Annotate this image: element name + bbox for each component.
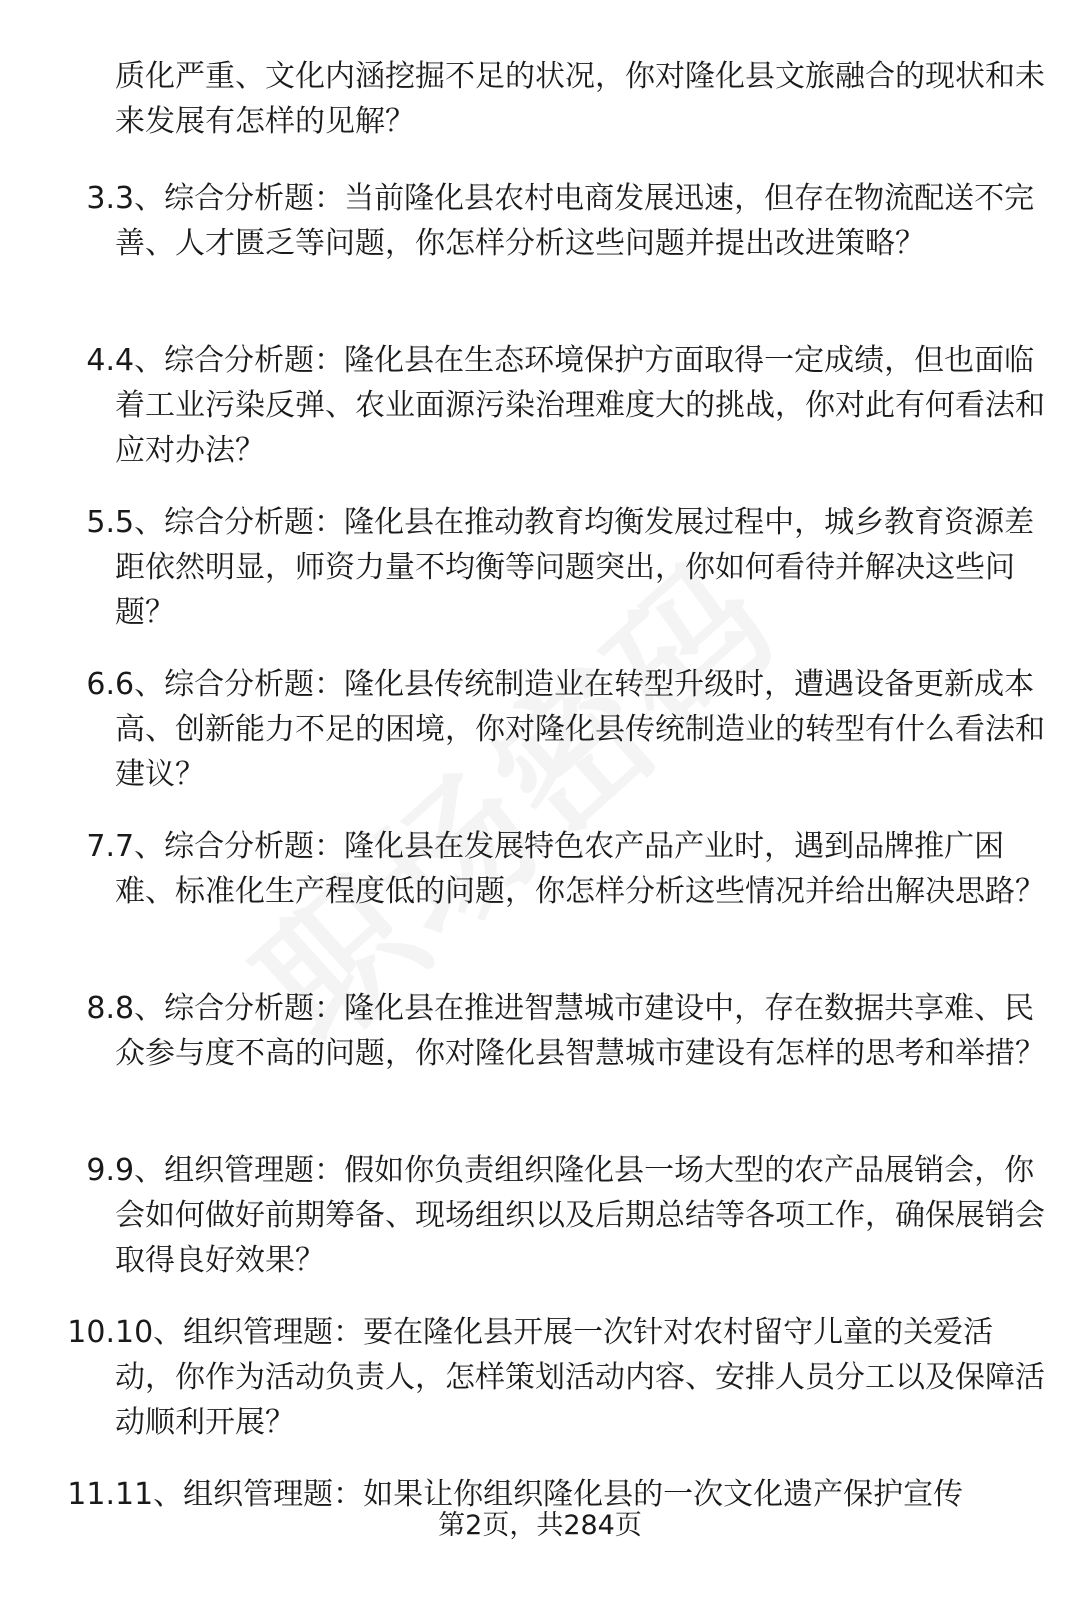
question-list <box>0 164 1080 1622</box>
question-text: 3、综合分析题：当前隆化县农村电商发展迅速，但存在物流配送不完善、人才匮乏等问题，你怎样分析这些问题并提出改进策略？ <box>115 181 1035 261</box>
question-number: 6. <box>86 667 115 702</box>
question-text: 9、组织管理题：假如你负责组织隆化县一场大型的农产品展销会，你会如何做好前期筹备、现场组织以及后期总结等各项工作，确保展销会取得良好效果？ <box>115 1153 1045 1278</box>
question-item <box>0 974 1080 1136</box>
question-item <box>0 164 1080 326</box>
question-number: 5. <box>86 505 115 540</box>
question-item <box>0 650 1080 812</box>
question-number: 3. <box>86 181 115 216</box>
question-number: 8. <box>86 991 115 1026</box>
question-item <box>0 326 1080 488</box>
question-text: 7、综合分析题：隆化县在发展特色农产品产业时，遇到品牌推广困难、标准化生产程度低的问题，你怎样分析这些情况并给出解决思路？ <box>115 829 1045 909</box>
question-text: 11、组织管理题：如果让你组织隆化县的一次文化遗产保护宣传 <box>115 1477 964 1512</box>
question-text: 4、综合分析题：隆化县在生态环境保护方面取得一定成绩，但也面临着工业污染反弹、农业面源污染治理难度大的挑战，你对此有何看法和应对办法？ <box>115 343 1045 468</box>
question-item <box>0 488 1080 650</box>
page-footer: 第2页，共284页 <box>438 1510 642 1541</box>
continuation-text: 质化严重、文化内涵挖掘不足的状况，你对隆化县文旅融合的现状和未来发展有怎样的见解？ <box>115 59 1045 139</box>
question-text: 5、综合分析题：隆化县在推动教育均衡发展过程中，城乡教育资源差距依然明显，师资力量不均衡等问题突出，你如何看待并解决这些问题？ <box>115 505 1035 630</box>
question-item <box>0 1298 1080 1460</box>
question-text: 8、综合分析题：隆化县在推进智慧城市建设中，存在数据共享难、民众参与度不高的问题，你对隆化县智慧城市建设有怎样的思考和举措？ <box>115 991 1045 1071</box>
question-number: 4. <box>86 343 115 378</box>
question-number: 9. <box>86 1153 115 1188</box>
question-text: 6、综合分析题：隆化县传统制造业在转型升级时，遭遇设备更新成本高、创新能力不足的困境，你对隆化县传统制造业的转型有什么看法和建议？ <box>115 667 1045 792</box>
question-number: 7. <box>86 829 115 864</box>
question-text: 10、组织管理题：要在隆化县开展一次针对农村留守儿童的关爱活动，你作为活动负责人，怎样策划活动内容、安排人员分工以及保障活动顺利开展？ <box>115 1315 1045 1440</box>
question-item <box>0 812 1080 974</box>
question-item <box>0 1136 1080 1298</box>
question-number: 10. <box>67 1315 115 1350</box>
question-number: 11. <box>67 1477 115 1512</box>
